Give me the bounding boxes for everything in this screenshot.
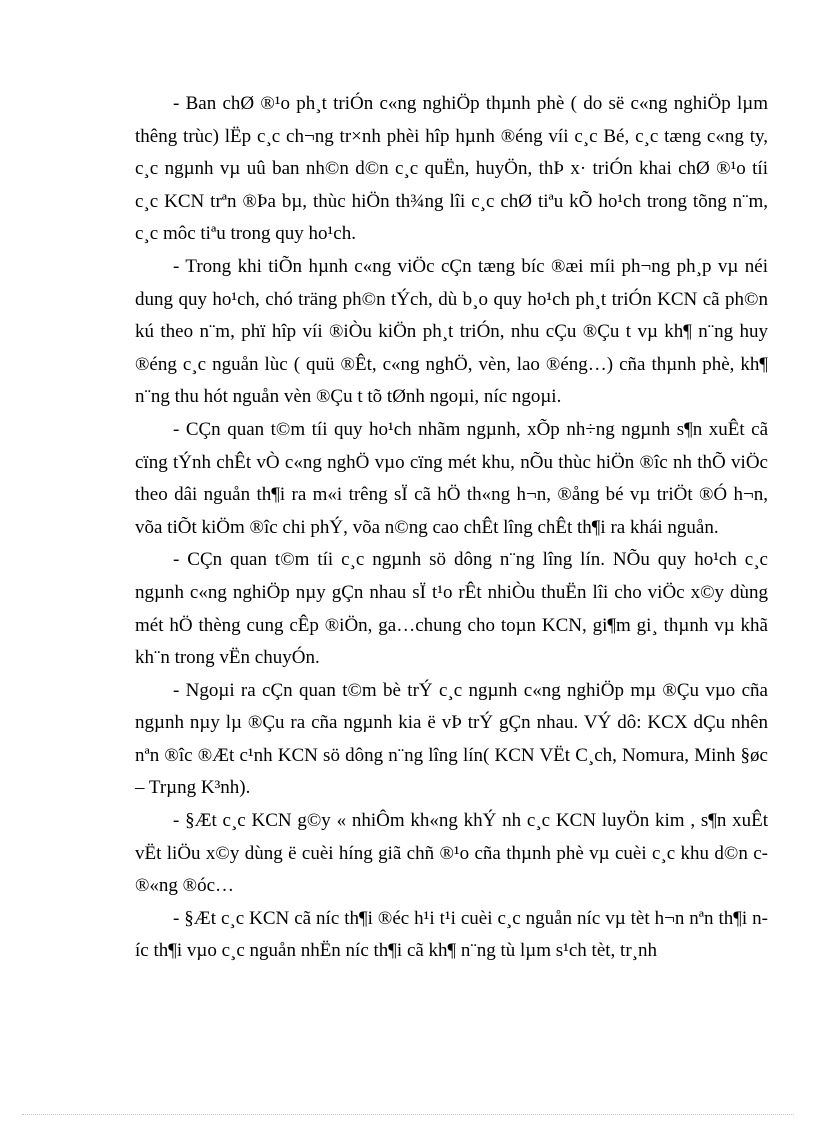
- paragraph-6: - §Æt c¸c KCN g©y « nhiÔm kh«ng khÝ nh c¸c KCN luyÖn kim , s¶n xuÊt vËt liÖu x©y dùng ë cuèi híng giã chñ ®¹o cña thµnh phè vµ cuèi c¸c khu d©n c ®«ng ®óc…: [135, 810, 768, 897]
- page-bottom-divider: [22, 1114, 794, 1115]
- paragraph-4: - CÇn quan t©m tíi c¸c ngµnh sö dông n¨ng lîng lín. NÕu quy ho¹ch c¸c ngµnh c«ng nghiÖp nµy gÇn nhau sÏ t¹o rÊt nhiÒu thuËn lîi cho viÖc x©y dùng mét hÖ thèng cung cÊp ®iÖn, ga…chung cho toµn KCN, gi¶m gi¸ thµnh vµ khã kh¨n trong vËn chuyÓn.: [135, 549, 768, 669]
- paragraph-3: - CÇn quan t©m tíi quy ho¹ch nhãm ngµnh, xÕp nh÷ng ngµnh s¶n xuÊt cã cïng tÝnh chÊt vÒ c«ng nghÖ vµo cïng mét khu, nÕu thùc hiÖn ®îc nh thÕ viÖc theo dâi nguån th¶i ra m«i trêng sÏ cã hÖ th«ng h¬n, ®ång bé vµ triÖt ®Ó h¬n, võa tiÕt kiÖm ®îc chi phÝ, võa n©ng cao chÊt lîng chÊt th¶i ra khái nguån.: [135, 418, 768, 538]
- paragraph-5: - Ngoµi ra cÇn quan t©m bè trÝ c¸c ngµnh c«ng nghiÖp mµ ®Çu vµo cña ngµnh nµy lµ ®Çu ra cña ngµnh kia ë vÞ trÝ gÇn nhau. VÝ dô: KCX dÇu nhên nªn ®îc ®Æt c¹nh KCN sö dông n¨ng lîng lín( KCN VËt C¸ch, Nomura, Minh §øc – Trµng K³nh).: [135, 679, 768, 799]
- paragraph-1: - Ban chØ ®¹o ph¸t triÓn c«ng nghiÖp thµnh phè ( do së c«ng nghiÖp lµm thêng trùc) lËp c¸c ch¬ng tr×nh phèi hîp hµnh ®éng víi c¸c Bé, c¸c tæng c«ng ty, c¸c ngµnh vµ uû ban nh©n d©n c¸c quËn, huyÖn, thÞ x· triÓn khai chØ ®¹o tíi c¸c KCN trªn ®Þa bµ, thùc hiÖn th¾ng lîi c¸c chØ tiªu kÕ ho¹ch trong tõng n¨m, c¸c môc tiªu trong quy ho¹ch.: [135, 93, 768, 245]
- paragraph-2: - Trong khi tiÕn hµnh c«ng viÖc cÇn tæng bíc ®æi míi ph¬ng ph¸p vµ néi dung quy ho¹ch, chó träng ph©n tÝch, dù b¸o quy ho¹ch ph¸t triÓn KCN cã ph©n kú theo n¨m, phï hîp víi ®iÒu kiÖn ph¸t triÓn, nhu cÇu ®Çu t vµ kh¶ n¨ng huy ®éng c¸c nguån lùc ( quü ®Êt, c«ng nghÖ, vèn, lao ®éng…) cña thµnh phè, kh¶ n¨ng thu hót nguån vèn ®Çu t tõ tØnh ngoµi, níc ngoµi.: [135, 255, 768, 408]
- document-body: [135, 88, 768, 968]
- paragraph-7: - §Æt c¸c KCN cã níc th¶i ®éc h¹i t¹i cuèi c¸c nguån níc vµ tèt h¬n nªn th¶i níc th¶i vµo c¸c nguån nhËn níc th¶i cã kh¶ n¨ng tù lµm s¹ch tèt, tr¸nh: [135, 907, 768, 962]
